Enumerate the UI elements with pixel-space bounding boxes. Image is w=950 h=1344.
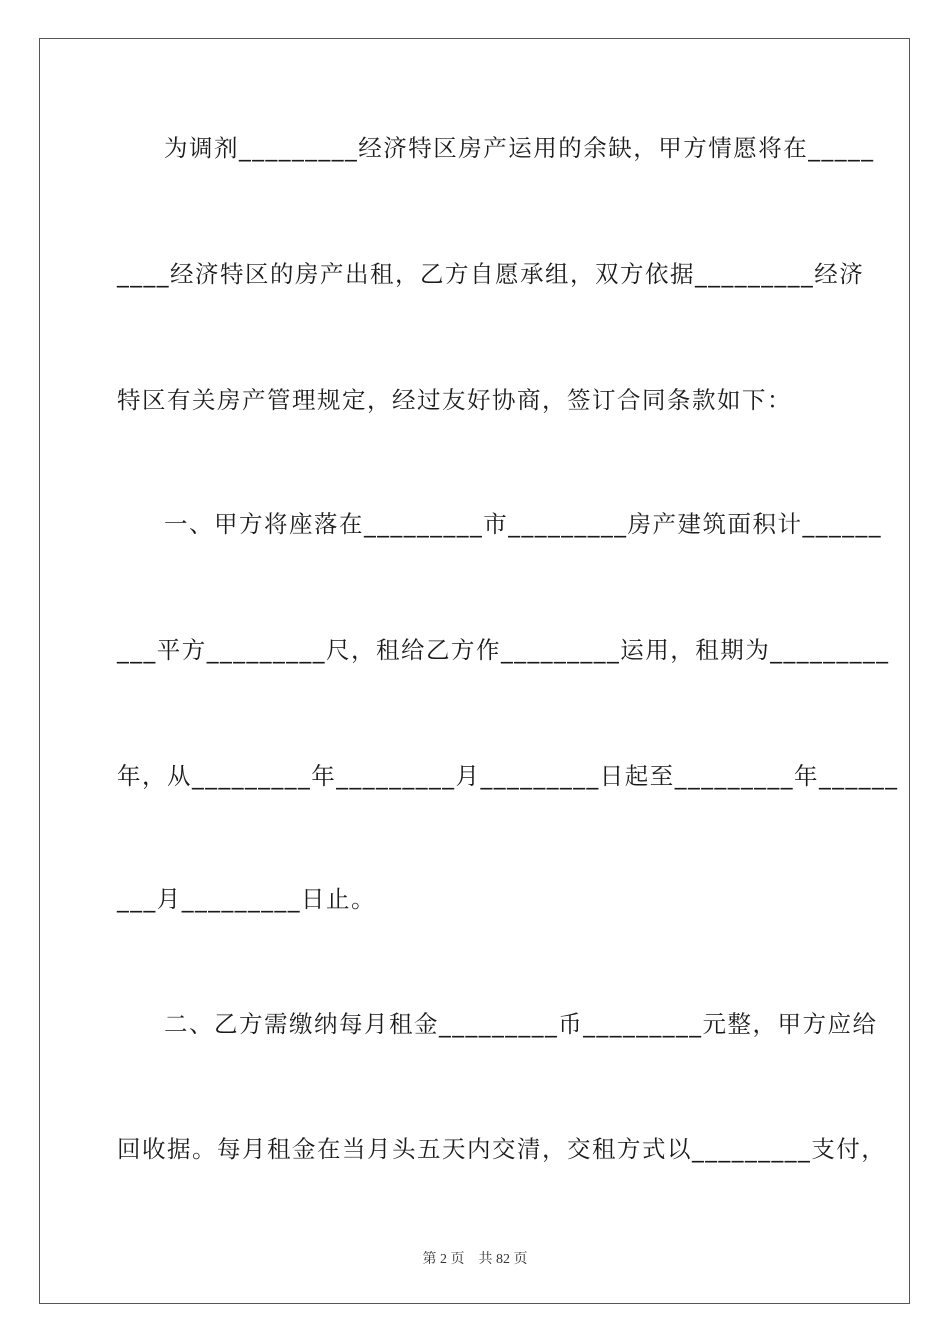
page-number: 第 2 页 xyxy=(422,1252,465,1267)
clause-1-line-4: ___月_________日止。 xyxy=(117,885,376,913)
clause-1-line-1: 一、甲方将座落在_________市_________房产建筑面积计______ xyxy=(164,510,882,538)
clause-2-line-1: 二、乙方需缴纳每月租金_________币_________元整，甲方应给 xyxy=(164,1010,878,1038)
clause-1-line-2: ___平方_________尺，租给乙方作_________运用，租期为_________ xyxy=(117,636,890,664)
paragraph-1-line-1: 为调剂_________经济特区房产运用的余缺，甲方情愿将在_____ xyxy=(164,134,875,162)
paragraph-1-line-3: 特区有关房产管理规定，经过友好协商，签订合同条款如下： xyxy=(117,386,792,414)
page-total: 共 82 页 xyxy=(478,1252,528,1267)
clause-2-line-2: 回收据。每月租金在当月头五天内交清，交租方式以_________支付， xyxy=(117,1135,887,1163)
page-footer xyxy=(0,1248,950,1268)
clause-1-line-3: 年，从_________年_________月_________日起至_________年______ xyxy=(117,762,899,790)
page-border xyxy=(39,38,910,1304)
paragraph-1-line-2: ____经济特区的房产出租，乙方自愿承组，双方依据_________经济 xyxy=(117,260,865,288)
